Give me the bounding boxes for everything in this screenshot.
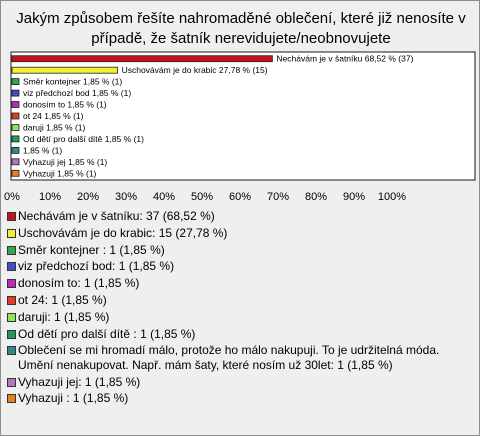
legend-label: Nechávám je v šatníku: 37 (68,52 %) — [18, 209, 215, 223]
legend-swatch — [7, 296, 16, 305]
legend-swatch — [7, 279, 16, 288]
bar-label: Vyhazuji 1,85 % (1) — [23, 168, 97, 179]
bar-label: daruji 1,85 % (1) — [23, 122, 86, 133]
bar-label: Vyhazuji jej 1,85 % (1) — [23, 156, 108, 167]
x-tick-label: 50% — [190, 191, 214, 203]
legend-item — [7, 243, 473, 257]
legend-label: Vyhazuji : 1 (1,85 %) — [18, 391, 129, 406]
legend-swatch — [7, 246, 16, 255]
x-tick-label: 0% — [4, 191, 20, 203]
bar — [12, 170, 19, 176]
legend-item — [7, 293, 473, 307]
bar-label: 1,85 % (1) — [23, 145, 63, 156]
x-tick-label: 90% — [342, 191, 366, 203]
bar-label: Od dětí pro další dítě 1,85 % (1) — [23, 133, 144, 144]
legend-swatch — [7, 378, 16, 387]
legend-label: Vyhazuji jej: 1 (1,85 %) — [18, 374, 141, 389]
x-tick-label: 40% — [152, 191, 176, 203]
legend-label: Oblečení se mi hromadí málo, protože ho málo nakupuji. To je udržitelná móda. Umění nenakupovat. Např. mám šaty, které nosím už 30let: 1 (1,85 %) — [18, 343, 440, 372]
legend-item — [7, 276, 473, 290]
x-tick-label: 20% — [76, 191, 100, 203]
legend-swatch — [7, 313, 16, 322]
legend-item — [7, 343, 473, 372]
bar-label: Uschovávám je do krabic 27,78 % (15) — [121, 65, 268, 76]
legend-swatch — [7, 394, 16, 403]
bar-chart — [1, 1, 479, 206]
legend-swatch — [7, 346, 16, 355]
legend-swatch — [7, 262, 16, 271]
legend-swatch — [7, 229, 16, 238]
legend-item — [7, 375, 473, 389]
bar-label: ot 24 1,85 % (1) — [23, 111, 84, 121]
x-tick-label: 60% — [228, 191, 252, 203]
legend-label: Uschovávám je do krabic: 15 (27,78 %) — [18, 225, 228, 240]
legend-swatch — [7, 330, 16, 339]
legend-item — [7, 226, 473, 240]
x-tick-label: 30% — [114, 191, 138, 203]
legend-label: Směr kontejner : 1 (1,85 %) — [18, 242, 165, 257]
legend-label: donosím to: 1 (1,85 %) — [18, 276, 140, 291]
chart-title: Jakým způsobem řešíte nahromaděné oblečení, které již nenosíte v případě, že šatník nerevidujete/neobnovujete — [16, 10, 466, 47]
legend-item — [7, 209, 473, 223]
legend-label: ot 24: 1 (1,85 %) — [18, 292, 107, 307]
bar-label: Nechávám je v šatníku 68,52 % (37) — [276, 53, 414, 64]
x-tick-label: 80% — [304, 191, 328, 203]
bar — [12, 147, 19, 153]
legend-label: viz předchozí bod: 1 (1,85 %) — [18, 259, 175, 274]
bar — [12, 136, 19, 142]
legend — [7, 209, 473, 408]
legend-item — [7, 327, 473, 341]
bar — [12, 90, 19, 96]
x-tick-label: 10% — [38, 191, 62, 203]
bar-label: viz předchozí bod 1,85 % (1) — [23, 88, 132, 99]
bar — [12, 56, 272, 62]
x-tick-label: 70% — [266, 191, 290, 203]
legend-item — [7, 310, 473, 324]
bar — [12, 67, 118, 73]
bar-label: donosím to 1,85 % (1) — [23, 99, 107, 110]
legend-label: Od dětí pro další dítě : 1 (1,85 %) — [18, 326, 196, 341]
bar — [12, 159, 19, 165]
legend-item — [7, 259, 473, 273]
x-tick-label: 100% — [377, 191, 407, 203]
bar-label: Směr kontejner 1,85 % (1) — [23, 76, 123, 87]
bar — [12, 125, 19, 131]
legend-item — [7, 391, 473, 405]
bar — [12, 79, 19, 85]
legend-label: daruji: 1 (1,85 %) — [18, 309, 110, 324]
legend-swatch — [7, 212, 16, 221]
bar — [12, 102, 19, 108]
bar — [12, 113, 19, 119]
